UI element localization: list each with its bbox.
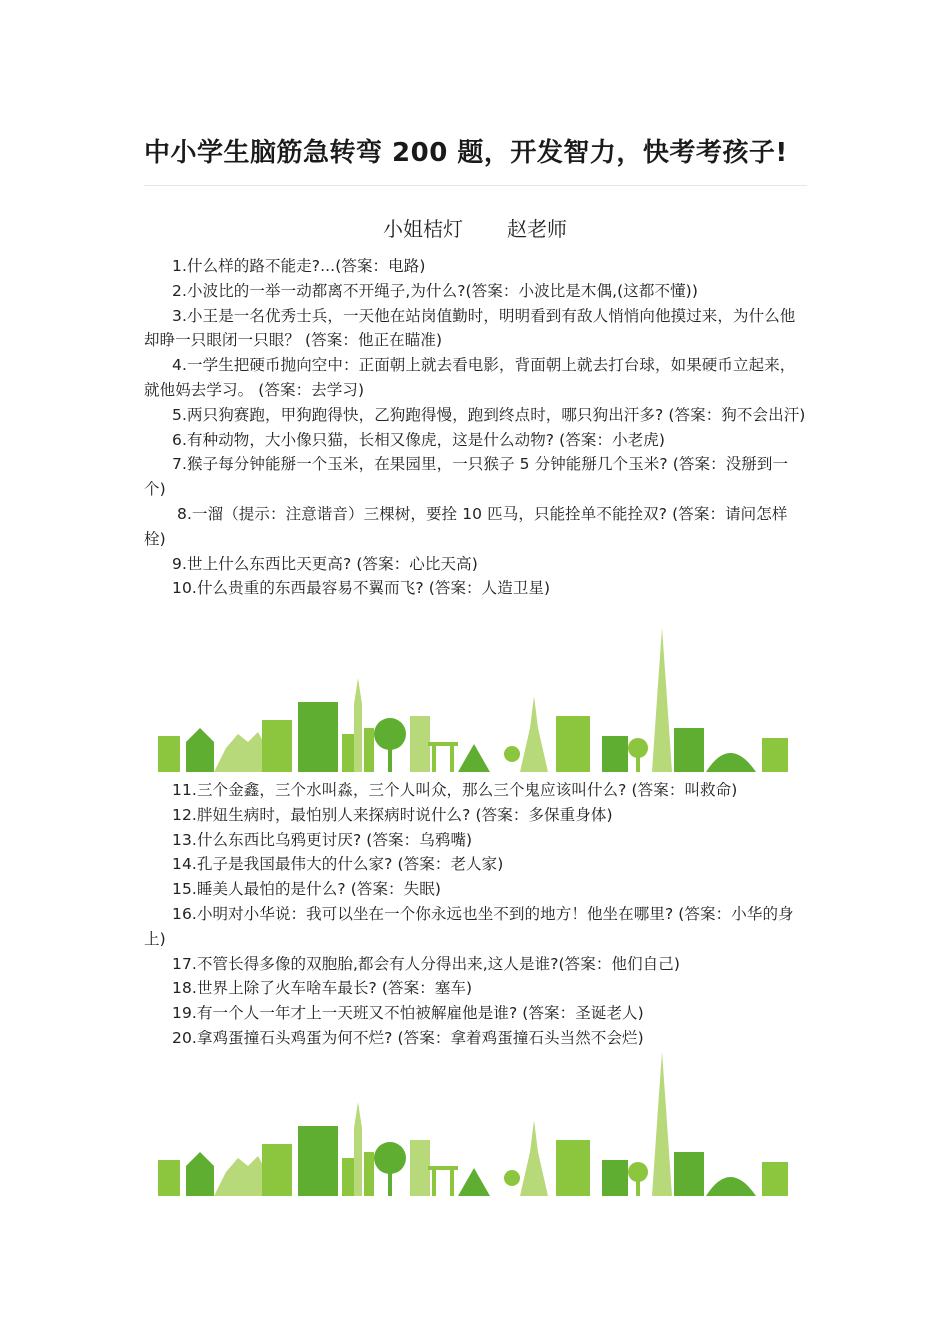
question-item: 16.小明对小华说：我可以坐在一个你永远也坐不到的地方！他坐在哪里? (答案：小华的身上) (144, 904, 794, 948)
city-skyline-illustration (158, 624, 792, 774)
question-item: 7.猴子每分钟能掰一个玉米，在果园里，一只猴子 5 分钟能掰几个玉米? (答案：没掰到一个) (144, 455, 789, 499)
skyline-shapes (158, 628, 788, 772)
question-item: 20.拿鸡蛋撞石头鸡蛋为何不烂? (答案：拿着鸡蛋撞石头当然不会烂) (172, 1028, 644, 1047)
byline (0, 213, 950, 242)
question-item: 17.不管长得多像的双胞胎,都会有人分得出来,这人是谁?(答案：他们自己) (172, 954, 681, 973)
skyline-shapes (158, 1052, 788, 1196)
question-item: 2.小波比的一举一动都离不开绳子,为什么?(答案：小波比是木偶,(这都不懂)) (172, 281, 698, 300)
question-item: 15.睡美人最怕的是什么? (答案：失眠) (172, 880, 441, 899)
question-item: 13.什么东西比乌鸦更讨厌? (答案：乌鸦嘴) (172, 830, 473, 849)
article-title: 中小学生脑筋急转弯 200 题，开发智力，快考考孩子! (144, 138, 788, 168)
question-item: 3.小王是一名优秀士兵，一天他在站岗值勤时，明明看到有敌人悄悄向他摸过来，为什么他却睁一只眼闭一只眼？ (答案：他正在瞄准) (144, 306, 796, 350)
question-list-2 (144, 778, 808, 1051)
question-item: 18.世界上除了火车啥车最长? (答案：塞车) (172, 979, 473, 998)
question-item: 8.一溜（提示：注意谐音）三棵树，要拴 10 匹马，只能拴单不能拴双? (答案：请问怎样栓) (144, 504, 788, 548)
question-item: 19.有一个人一年才上一天班又不怕被解雇他是谁? (答案：圣诞老人) (172, 1004, 644, 1023)
byline-author-left: 小姐桔灯 (383, 217, 463, 241)
question-item: 12.胖妞生病时，最怕别人来探病时说什么? (答案：多保重身体) (172, 805, 613, 824)
question-item: 11.三个金鑫，三个水叫淼，三个人叫众，那么三个鬼应该叫什么? (答案：叫救命) (172, 781, 738, 799)
question-item: 5.两只狗赛跑，甲狗跑得快，乙狗跑得慢，跑到终点时，哪只狗出汗多? (答案：狗不会出汗) (172, 405, 806, 424)
question-item: 4.一学生把硬币抛向空中：正面朝上就去看电影，背面朝上就去打台球，如果硬币立起来，就他妈去学习。 (答案：去学习) (144, 356, 796, 399)
question-item: 6.有种动物，大小像只猫，长相又像虎，这是什么动物? (答案：小老虎) (172, 430, 666, 449)
byline-author-right: 赵老师 (507, 217, 567, 241)
question-item: 10.什么贵重的东西最容易不翼而飞? (答案：人造卫星) (172, 579, 551, 598)
city-skyline-illustration (158, 1048, 792, 1198)
question-list-1 (144, 254, 808, 601)
question-item: 1.什么样的路不能走?...(答案：电路) (172, 257, 426, 275)
question-item: 14.孔子是我国最伟大的什么家? (答案：老人家) (172, 855, 504, 874)
title-divider (144, 185, 807, 186)
question-item: 9.世上什么东西比天更高? (答案：心比天高) (172, 554, 478, 573)
